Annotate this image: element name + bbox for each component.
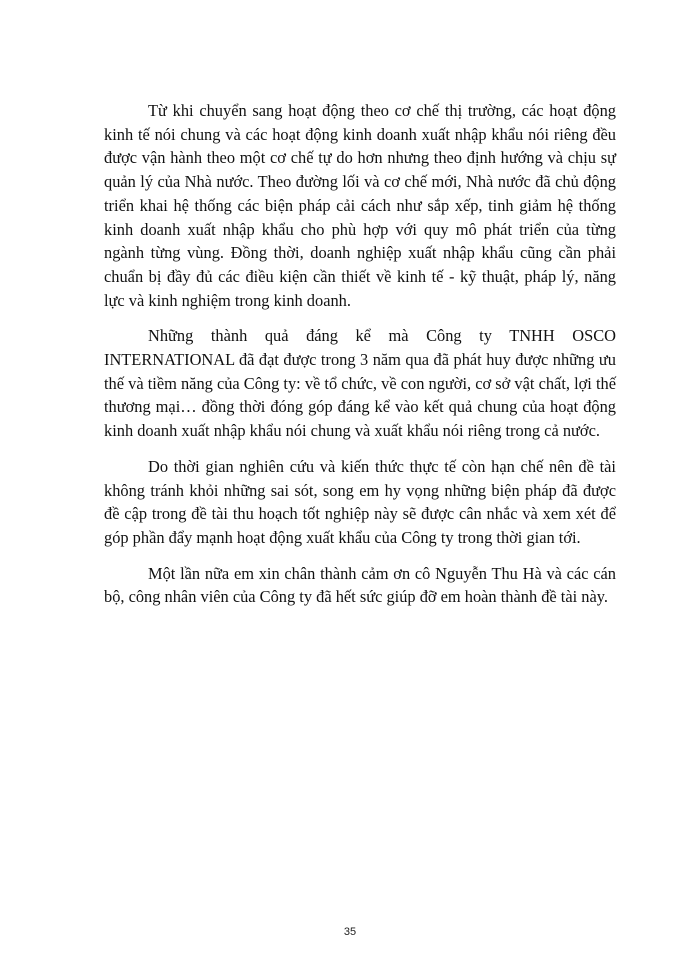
body-text: [104, 99, 616, 621]
paragraph-1: Từ khi chuyển sang hoạt động theo cơ chế thị trường, các hoạt động kinh tế nói chung và các hoạt động kinh doanh xuất nhập khẩu nói riêng đều được vận hành theo một cơ chế tự do hơn nhưng theo định hướng và chịu sự quản lý của Nhà nước. Theo đường lối và cơ chế mới, Nhà nước đã chủ động triển khai hệ thống các biện pháp cải cách như sắp xếp, tinh giảm hệ thống kinh doanh xuất nhập khẩu cho phù hợp với quy mô phát triển của từng ngành từng vùng. Đồng thời, doanh nghiệp xuất nhập khẩu cũng cần phải chuẩn bị đầy đủ các điều kiện cần thiết về kinh tế - kỹ thuật, pháp lý, năng lực và kinh nghiệm trong kinh doanh.: [104, 101, 616, 310]
paragraph-4: Một lần nữa em xin chân thành cảm ơn cô Nguyễn Thu Hà và các cán bộ, công nhân viên của Công ty đã hết sức giúp đỡ em hoàn thành đề tài này.: [104, 563, 616, 607]
paragraph-3: Do thời gian nghiên cứu và kiến thức thực tế còn hạn chế nên đề tài không tránh khỏi những sai sót, song em hy vọng những biện pháp đã được đề cập trong đề tài thu hoạch tốt nghiệp này sẽ được cân nhắc và xem xét để góp phần đẩy mạnh hoạt động xuất khẩu của Công ty trong thời gian tới.: [104, 456, 616, 547]
paragraph-2: Những thành quả đáng kể mà Công ty TNHH OSCO INTERNATIONAL đã đạt được trong 3 năm qua đã phát huy được những ưu thế và tiềm năng của Công ty: về tổ chức, về con người, cơ sở vật chất, lợi thế thương mại… đồng thời đóng góp đáng kể vào kết quả chung của hoạt động kinh doanh xuất nhập khẩu nói chung và xuất khẩu nói riêng trong cả nước.: [104, 326, 616, 441]
page-number: 35: [343, 926, 357, 938]
